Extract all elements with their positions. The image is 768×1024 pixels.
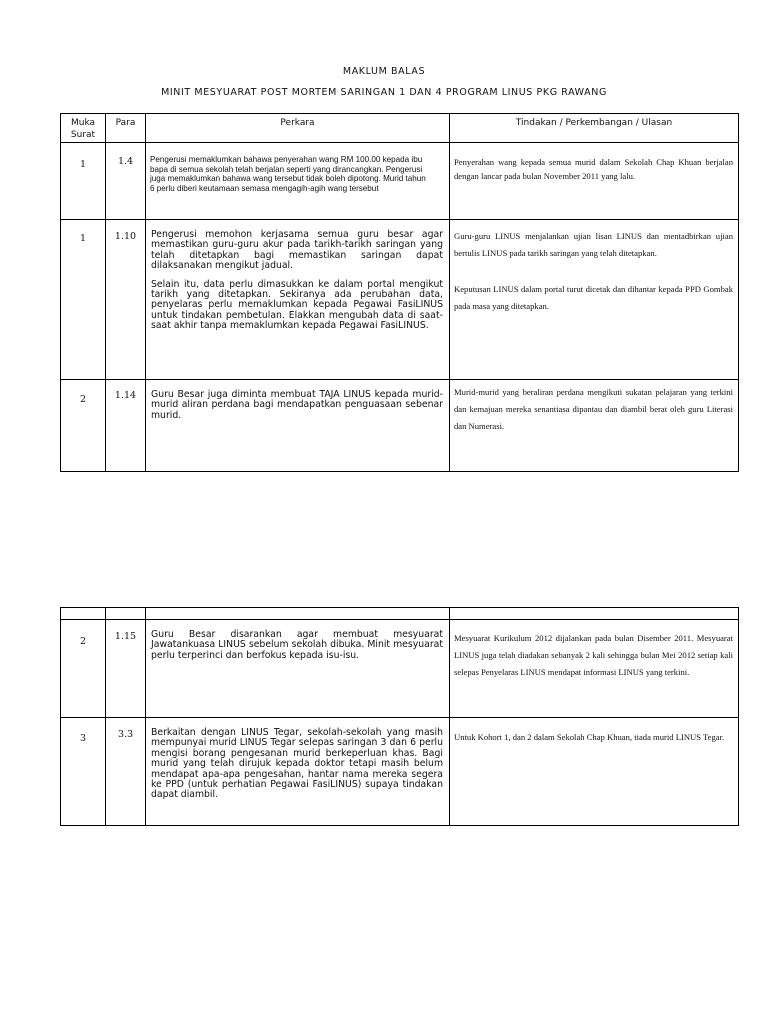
table-row <box>61 220 739 380</box>
row-para: 1.4 <box>106 143 146 220</box>
row-tindakan <box>450 143 739 220</box>
tindakan-text: Mesyuarat Kurikulum 2012 dijalankan pada bulan Disember 2011. Mesyuarat LINUS juga telah diadakan sebanyak 2 kali sehingga bulan Mei 2012 setiap kali selepas Penyelaras LINUS mendapat informasi LINUS yang terkini. <box>454 633 733 677</box>
empty-cell <box>61 608 106 620</box>
row-tindakan <box>450 220 739 380</box>
minutes-table-2 <box>60 607 739 826</box>
row-para: 1.15 <box>106 620 146 718</box>
row-tindakan <box>450 380 739 472</box>
row-perkara <box>146 143 450 220</box>
row-para: 1.10 <box>106 220 146 380</box>
document-title: MAKLUM BALAS <box>342 66 426 77</box>
row-perkara <box>146 718 450 826</box>
empty-cell <box>450 608 739 620</box>
perkara-text: Selain itu, data perlu dimasukkan ke dalam portal mengikut tarikh yang ditetapkan. Sekiranya ada perubahan data, penyelaras perlu memaklumkan kepada Pegawai FasiLINUS untuk tindakan pembetulan. Elakkan mengubah data di saat-saat akhir tanpa memaklumkan kepada Pegawai FasiLINUS. <box>151 278 443 332</box>
row-tindakan <box>450 620 739 718</box>
perkara-text: Pengerusi memaklumkan bahawa penyerahan wang RM 100.00 kepada ibu bapa di semua sekolah telah berjalan seperti yang dirancangkan. Pengerusi juga memaklumkan bahawa wang tersebut tidak boleh dipotong. Murid tahun 6 perlu diberi keutamaan semasa mengagih-agih wang tersebut <box>150 155 426 193</box>
table-row <box>61 718 739 826</box>
header-perkara: Perkara <box>146 114 450 143</box>
header-muka-surat: Muka Surat <box>61 114 106 143</box>
tindakan-text: Untuk Kohort 1, dan 2 dalam Sekolah Chap Khuan, tiada murid LINUS Tegar. <box>454 732 725 742</box>
row-tindakan <box>450 718 739 826</box>
empty-cell <box>146 608 450 620</box>
row-perkara <box>146 380 450 472</box>
row-muka-surat: 1 <box>61 220 106 380</box>
row-muka-surat: 1 <box>61 143 106 220</box>
tindakan-text: Keputusan LINUS dalam portal turut dicetak dan dihantar kepada PPD Gombak pada masa yang ditetapkan. <box>454 284 733 311</box>
header-tindakan: Tindakan / Perkembangan / Ulasan <box>450 114 739 143</box>
table-header-row <box>61 114 739 143</box>
row-muka-surat: 2 <box>61 380 106 472</box>
header-para: Para <box>106 114 146 143</box>
perkara-text: Pengerusi memohon kerjasama semua guru besar agar memastikan guru-guru akur pada tarikh-tarikh saringan yang telah ditetapkan bagi memastikan saringan dapat dilaksanakan mengikut jadual. <box>151 229 443 272</box>
table-row <box>61 143 739 220</box>
tindakan-text: Murid-murid yang beraliran perdana mengikuti sukatan pelajaran yang terkini dan kemajuan mereka senantiasa dipantau dan diambil berat oleh guru Literasi dan Numerasi. <box>454 387 733 431</box>
row-para: 1.14 <box>106 380 146 472</box>
row-muka-surat: 3 <box>61 718 106 826</box>
empty-cell <box>106 608 146 620</box>
row-perkara <box>146 220 450 380</box>
row-muka-surat: 2 <box>61 620 106 718</box>
table-row <box>61 620 739 718</box>
row-perkara <box>146 620 450 718</box>
perkara-text: Guru Besar disarankan agar membuat mesyuarat Jawatankuasa LINUS sebelum sekolah dibuka. Minit mesyuarat perlu terperinci dan berfokus kepada isu-isu. <box>151 629 443 661</box>
row-para: 3.3 <box>106 718 146 826</box>
perkara-text: Berkaitan dengan LINUS Tegar, sekolah-sekolah yang masih mempunyai murid LINUS Tegar selepas saringan 3 dan 6 perlu mengisi borang pengesanan murid berkeperluan khas. Bagi murid yang telah dirujuk kepada doktor tetapi masih belum mendapat apa-apa pengesahan, hantar nama mereka segera ke PPD (untuk perhatian Pegawai FasiLINUS) supaya tindakan dapat diambil. <box>151 727 443 801</box>
document-subtitle: MINIT MESYUARAT POST MORTEM SARINGAN 1 DAN 4 PROGRAM LINUS PKG RAWANG <box>161 87 607 98</box>
tindakan-text: Guru-guru LINUS menjalankan ujian lisan LINUS dan mentadbirkan ujian bertulis LINUS pada tarikh saringan yang telah ditetapkan. <box>454 231 733 258</box>
minutes-table-1 <box>60 113 739 472</box>
tindakan-text: Penyerahan wang kepada semua murid dalam Sekolah Chap Khuan berjalan dengan lancar pada bulan November 2011 yang lalu. <box>454 157 733 181</box>
table-header-row-empty <box>61 608 739 620</box>
table-row <box>61 380 739 472</box>
perkara-text: Guru Besar juga diminta membuat TAJA LINUS kepada murid-murid aliran perdana bagi mendapatkan penguasaan sebenar murid. <box>151 389 443 421</box>
